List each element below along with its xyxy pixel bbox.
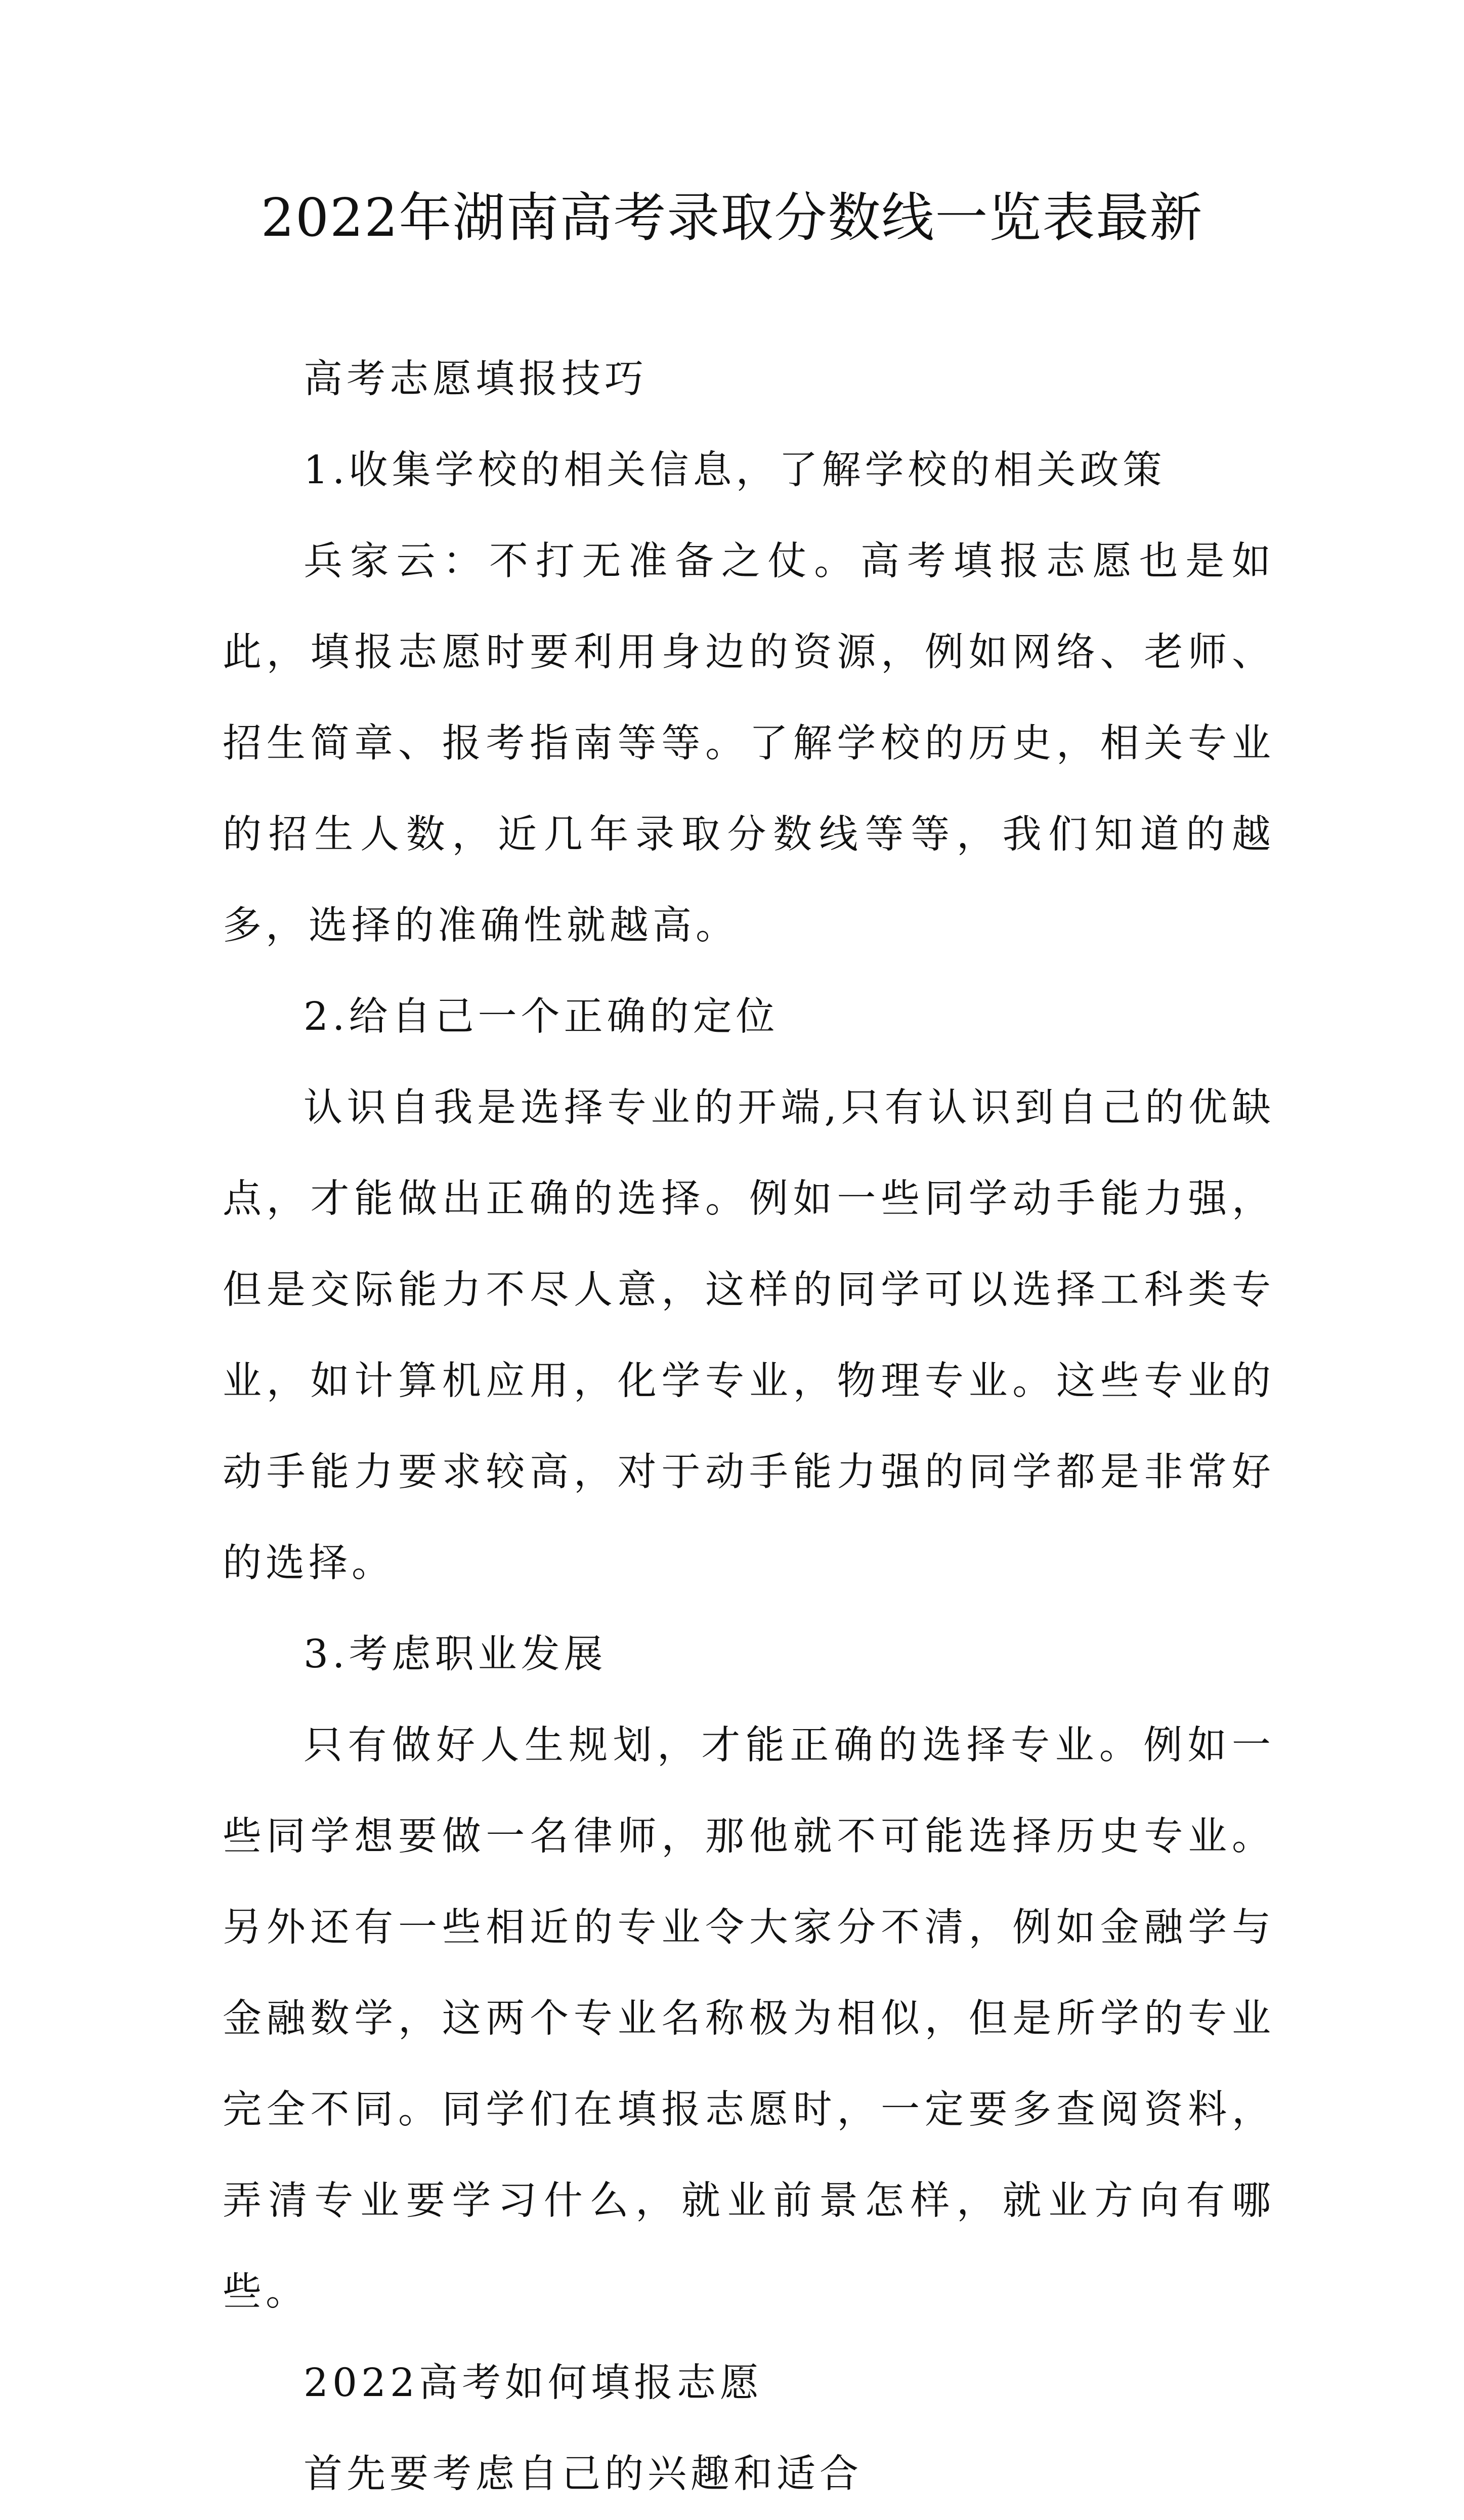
paragraph-interest: 首先要考虑自己的兴趣和适合 <box>304 2452 863 2497</box>
paragraph-point-1-body: 兵家云：不打无准备之仗。高考填报志愿也是如此，填报志愿时要利用身边的资源，例如网络、老师、招生简章、报考指南等等。了解学校的历史，相关专业的招生人数，近几年录取分数线等等，我们知道的越多，选择的准确性就越高。 <box>223 539 1275 948</box>
document-title: 2022年湖南高考录取分数线一览表最新 <box>261 187 1203 248</box>
paragraph-point-3: 3.考虑职业发展 <box>304 1632 607 1677</box>
paragraph-point-2: 2.给自己一个正确的定位 <box>304 994 779 1039</box>
paragraph-heading-how-to: 2022高考如何填报志愿 <box>304 2361 763 2406</box>
paragraph-point-1: 1.收集学校的相关信息，了解学校的相关政策 <box>304 448 1166 493</box>
paragraph-point-2-body: 认识自我是选择专业的开端,只有认识到自己的优缺点，才能做出正确的选择。例如一些同学动手能力强，但是交际能力不尽人意，这样的同学可以选择工科类专业，如计算机应用，化学专业，物理专业。这些专业的动手能力要求较高，对于动手能力强的同学都是非常好的选择。 <box>223 1085 1275 1586</box>
document-body <box>223 334 1275 2520</box>
paragraph-heading-tips: 高考志愿填报技巧 <box>304 357 648 402</box>
paragraph-point-3-body: 只有做好人生规划，才能正确的选择专业。例如一些同学想要做一名律师，那他就不可能选择历史专业。另外还有一些相近的专业令大家分不清，例如金融学与金融数学，这两个专业名称极为相似，但是所学的专业完全不同。同学们在填报志愿时，一定要多查阅资料，弄清专业要学习什么，就业前景怎样，就业方向有哪些。 <box>223 1723 1275 2315</box>
